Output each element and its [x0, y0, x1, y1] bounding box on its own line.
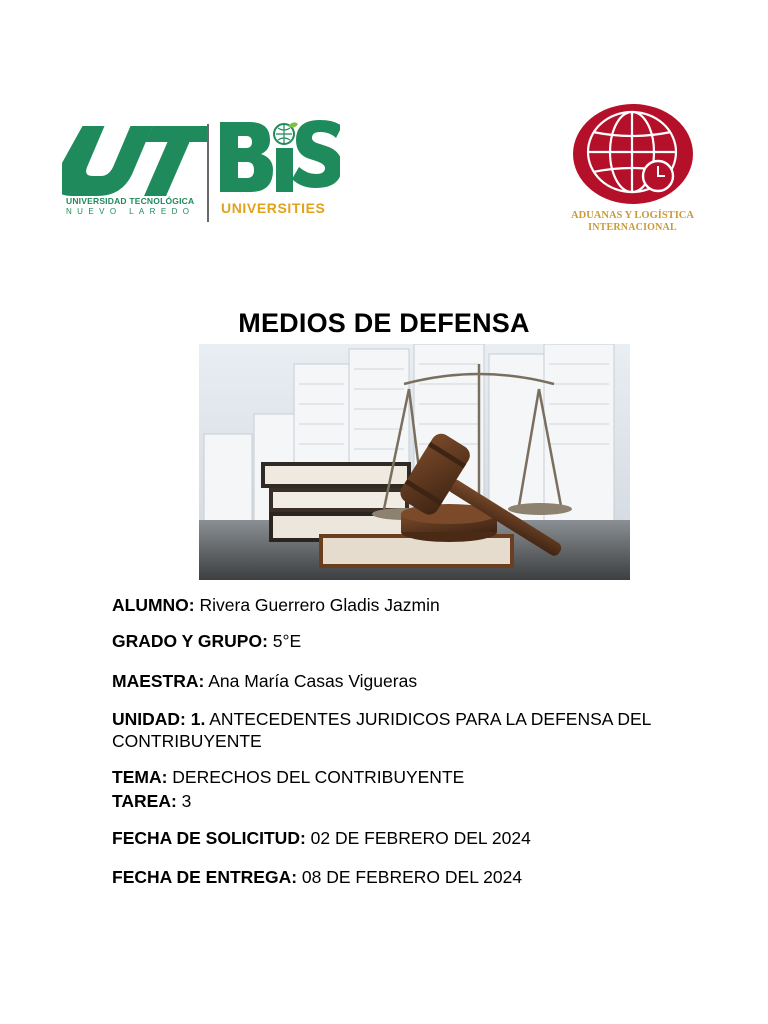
logo-divider	[207, 124, 209, 222]
gavel-scales-books-image	[199, 344, 630, 580]
ut-caption-line1: UNIVERSIDAD TECNOLÓGICA	[66, 196, 195, 206]
aduanas-caption-line2: INTERNACIONAL	[588, 222, 677, 233]
bis-letters-text: BIS	[218, 116, 220, 117]
aduanas-caption-line1: ADUANAS Y LOGÍSTICA	[571, 210, 694, 221]
field-value: ANTECEDENTES JURIDICOS PARA LA DEFENSA DEL CONTRIBUYENTE	[112, 709, 651, 751]
field-value: 5°E	[267, 631, 302, 651]
field-tema	[112, 766, 732, 788]
field-value: Ana María Casas Vigueras	[204, 671, 418, 691]
field-label: MAESTRA:	[112, 671, 205, 691]
field-fecha-entrega	[112, 866, 732, 888]
field-value: Rivera Guerrero Gladis Jazmin	[194, 595, 440, 615]
field-alumno	[112, 594, 732, 616]
field-label: UNIDAD: 1.	[112, 709, 206, 729]
ut-logo-letters	[62, 120, 207, 200]
aduanas-caption	[560, 210, 705, 234]
ut-caption-line2: NUEVO LAREDO	[66, 207, 195, 216]
document-title: MEDIOS DE DEFENSA	[238, 308, 530, 338]
field-maestra	[112, 670, 732, 692]
ut-bis-logo	[60, 112, 345, 230]
aduanas-logo	[560, 100, 705, 240]
field-label: FECHA DE ENTREGA:	[112, 867, 298, 887]
field-fecha-solicitud	[112, 827, 732, 849]
bis-logo-letters	[218, 116, 340, 202]
ut-caption	[66, 196, 206, 217]
field-label: TEMA:	[112, 767, 168, 787]
field-tarea	[112, 790, 732, 812]
field-grado-grupo	[112, 630, 732, 652]
field-label: ALUMNO:	[112, 595, 195, 615]
field-label: FECHA DE SOLICITUD:	[112, 828, 306, 848]
bis-subtitle: UNIVERSITIES	[221, 200, 326, 216]
field-unidad	[112, 708, 712, 752]
globe-clock-icon	[560, 100, 705, 208]
field-value: 3	[176, 791, 192, 811]
field-value: 08 DE FEBRERO DEL 2024	[297, 867, 523, 887]
field-label: GRADO Y GRUPO:	[112, 631, 268, 651]
field-value: DERECHOS DEL CONTRIBUYENTE	[167, 767, 465, 787]
field-value: 02 DE FEBRERO DEL 2024	[305, 828, 531, 848]
field-label: TAREA:	[112, 791, 177, 811]
ut-letters-text: UT	[62, 120, 64, 121]
